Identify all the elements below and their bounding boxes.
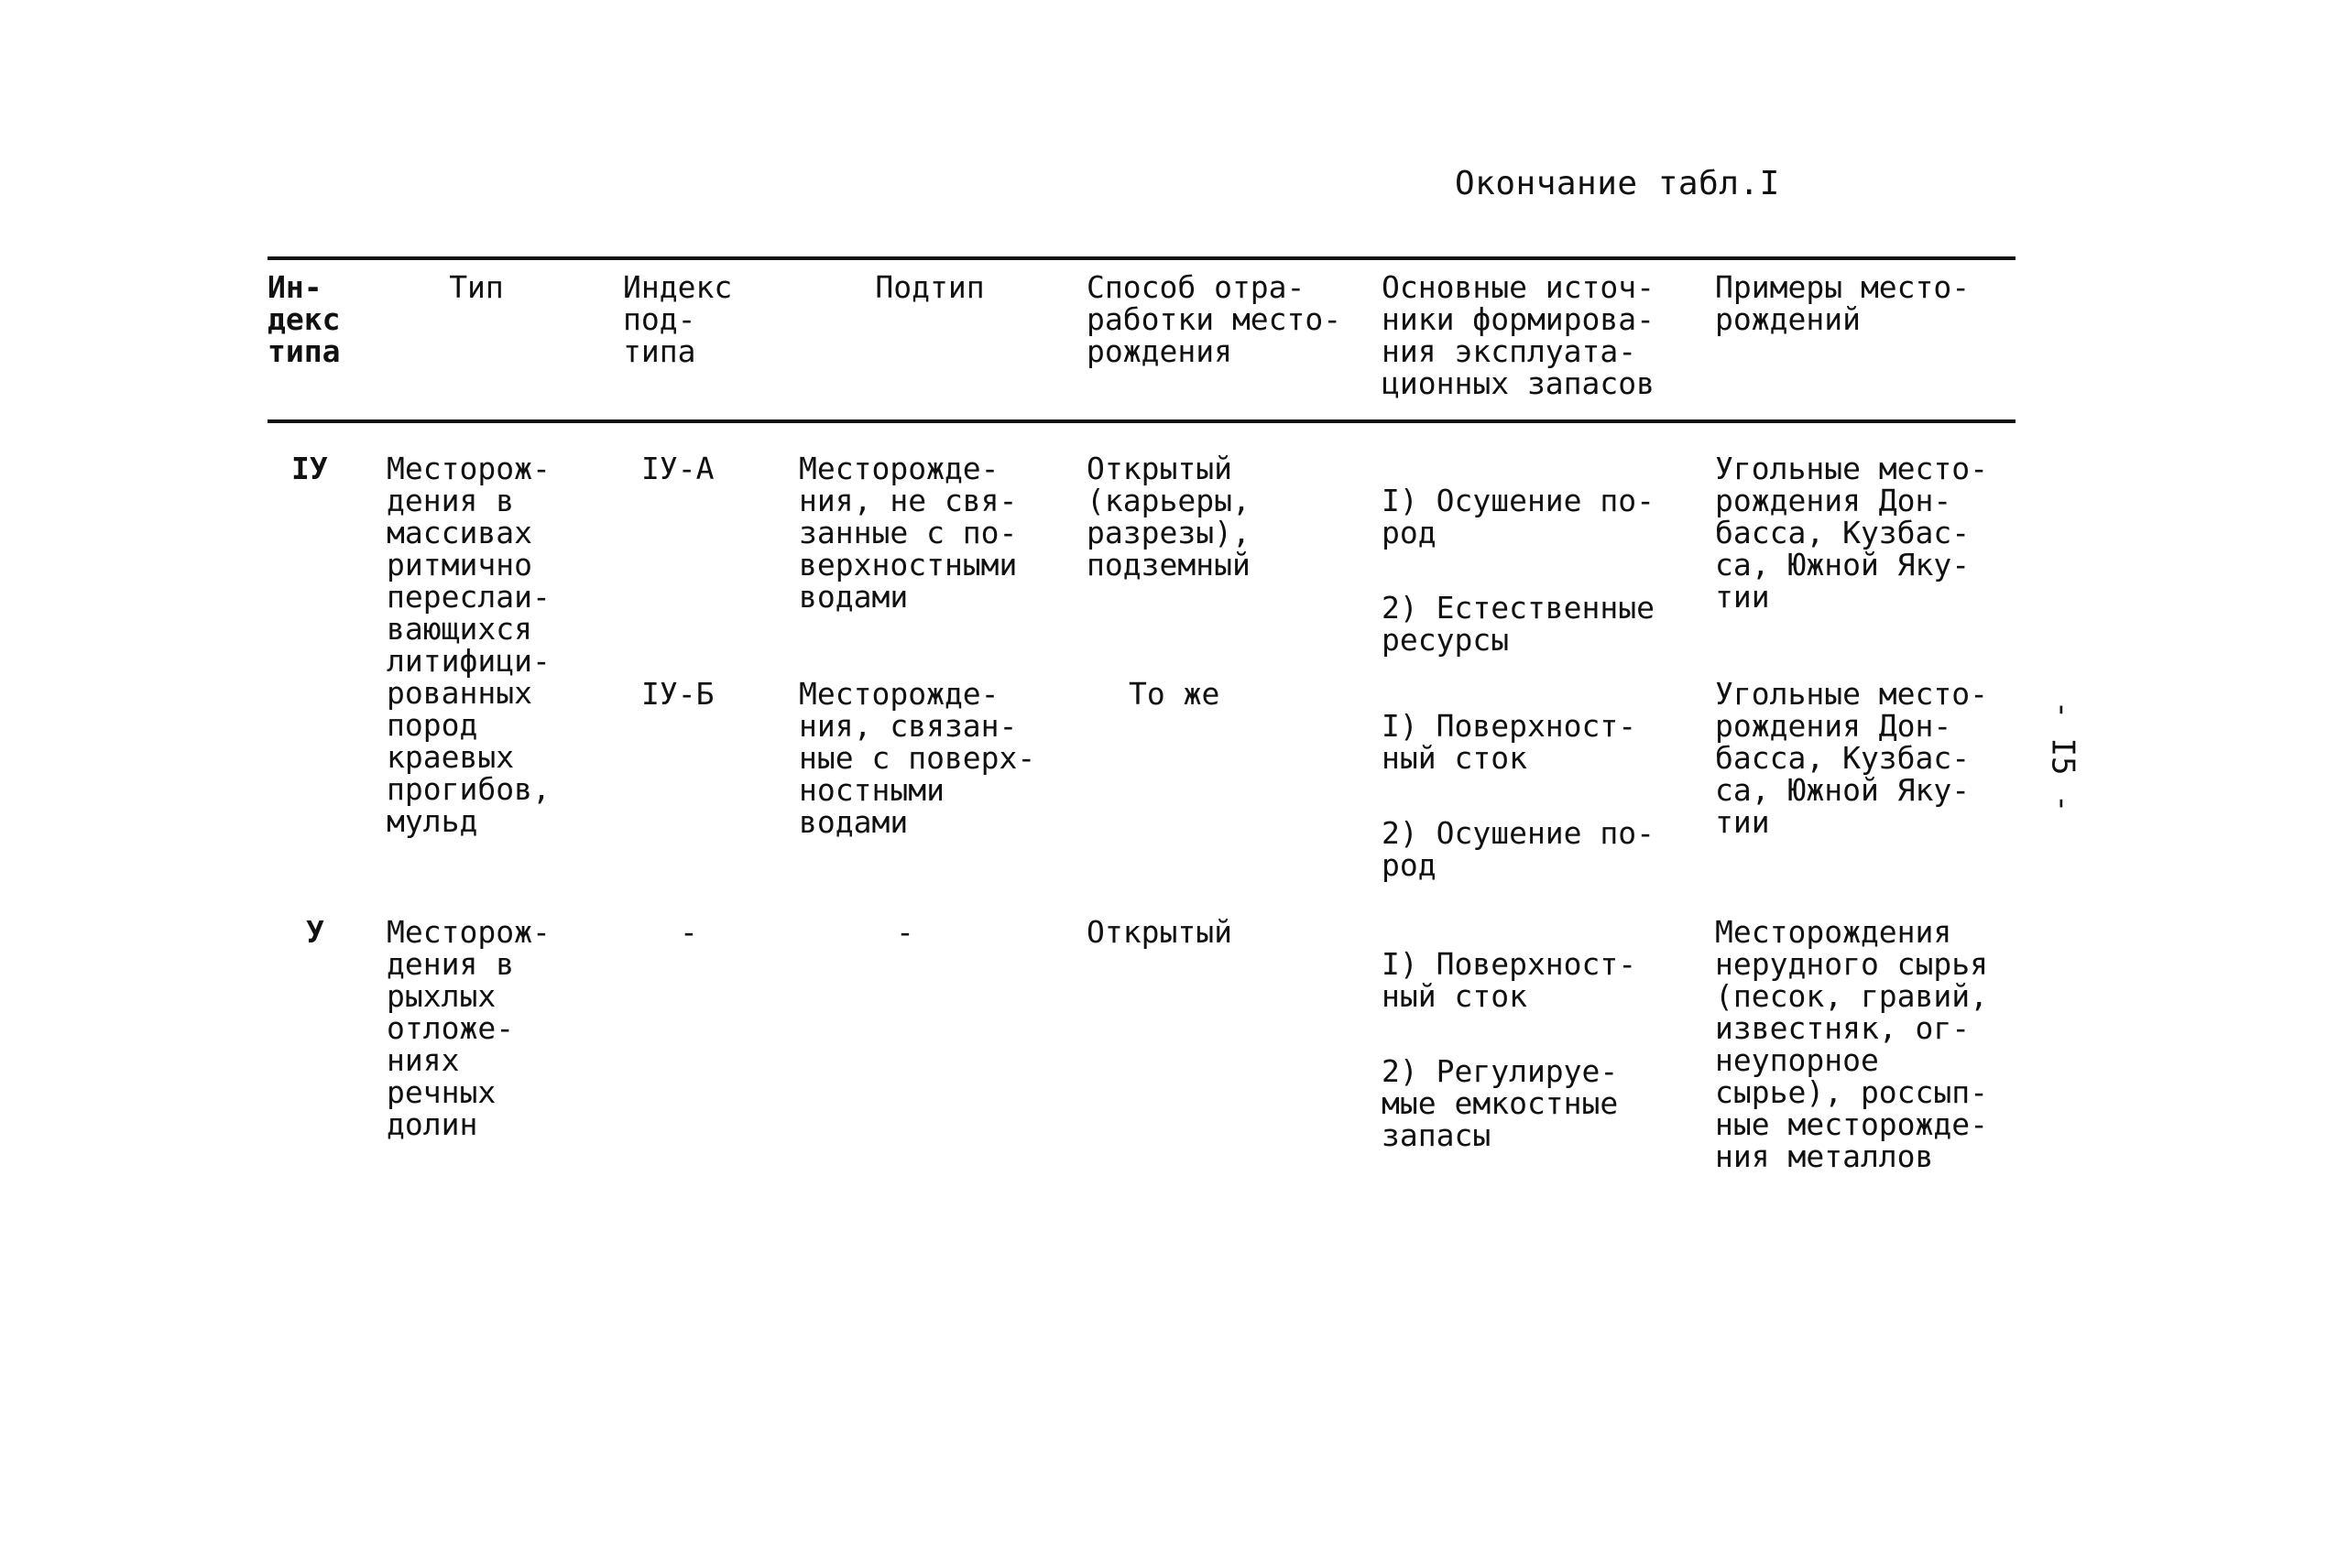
row-2-type: Месторож- дения в рыхлых отложе- ниях речных долин (387, 914, 551, 1142)
table-top-rule (268, 256, 2016, 260)
row-1a-source-1: I) Осушение по- род (1382, 483, 1655, 550)
header-examples: Примеры место- рождений (1715, 269, 1971, 337)
row-2-examples: Месторождения нерудного сырья (песок, гравий, известняк, ог- неупорное сырье), россып- ные месторожде- ния металлов (1715, 914, 1989, 1174)
row-2-method: Открытый (1087, 914, 1232, 950)
row-1b-subtype: Месторожде- ния, связан- ные с поверх- ностными водами (799, 676, 1036, 840)
row-1a-subtype-index: IУ-А (641, 451, 715, 486)
row-1b-method: То же (1129, 676, 1220, 712)
row-1b-source-1: I) Поверхност- ный сток (1382, 708, 1637, 776)
header-sources: Основные источ- ники формирова- ния эксплуата- ционных запасов (1382, 269, 1655, 401)
row-2-subtype: - (896, 914, 914, 950)
row-1a-subtype: Месторожде- ния, не свя- занные с по- верхностными водами (799, 451, 1018, 615)
header-type: Тип (449, 269, 504, 305)
header-subtype: Подтип (875, 269, 985, 305)
table-caption: Окончание табл.I (1455, 165, 1780, 202)
row-2-type-index: У (306, 914, 324, 950)
row-2-source-2: 2) Регулируе- мые емкостные запасы (1382, 1053, 1619, 1153)
header-subtype-index: Индекс под- типа (623, 269, 733, 369)
table-header-rule (268, 419, 2016, 423)
page-number: - I5 - (2044, 700, 2081, 813)
row-1b-examples: Угольные место- рождения Дон- басса, Кузбас- са, Южной Яку- тии (1715, 676, 1989, 840)
row-1-type: Месторож- дения в массивах ритмично переслаи- вающихся литифици- рованных пород краевых прогибов, мульд (387, 451, 551, 839)
row-1a-sources (1382, 452, 1713, 688)
row-2-source-1: I) Поверхност- ный сток (1382, 946, 1637, 1014)
header-method: Способ отра- работки место- рождения (1087, 269, 1342, 369)
row-1b-subtype-index: IУ-Б (641, 676, 715, 712)
row-1-type-index: IУ (291, 451, 328, 486)
row-1a-source-2: 2) Естественные ресурсы (1382, 590, 1655, 658)
row-2-subtype-index: - (680, 914, 698, 950)
row-1b-sources (1382, 678, 1713, 913)
row-2-sources (1382, 916, 1713, 1183)
header-type-index: Ин- декс типа (268, 269, 341, 369)
row-1a-examples: Угольные место- рождения Дон- басса, Кузбас- са, Южной Яку- тии (1715, 451, 1989, 615)
row-1a-method: Открытый (карьеры, разрезы), подземный (1087, 451, 1251, 583)
row-1b-source-2: 2) Осушение по- род (1382, 815, 1655, 883)
